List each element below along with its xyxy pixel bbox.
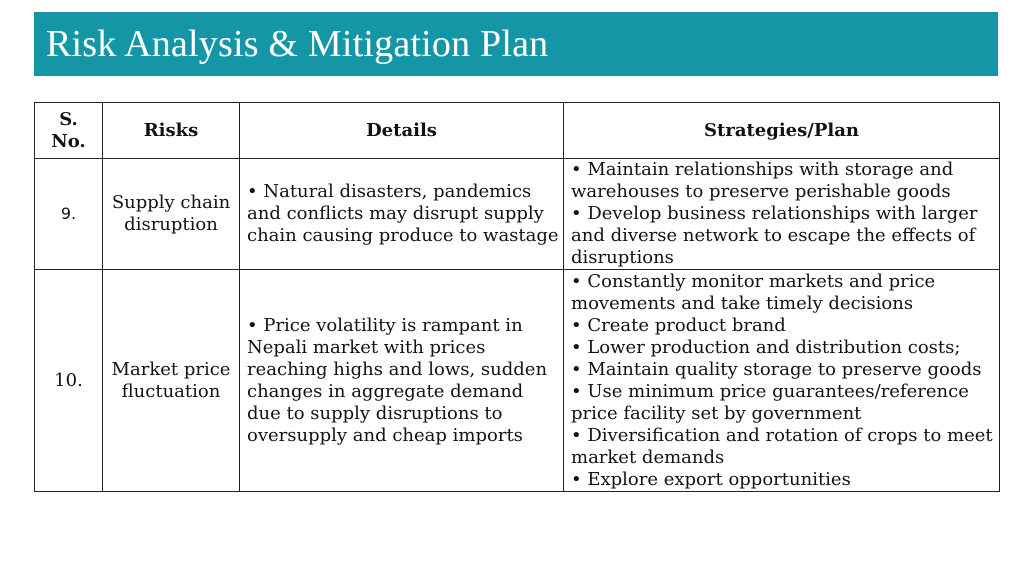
- column-header-sno: S. No.: [35, 103, 103, 159]
- row-sno: 10.: [35, 270, 103, 492]
- row-strategies: [564, 159, 1000, 270]
- strategy-bullet: • Lower production and distribution costs;: [571, 336, 961, 358]
- strategy-bullet: • Explore export opportunities: [571, 468, 851, 490]
- strategy-bullet: • Use minimum price guarantees/reference price facility set by government: [571, 380, 969, 424]
- risk-table: [34, 102, 1000, 492]
- page-title: Risk Analysis & Mitigation Plan: [46, 23, 549, 65]
- strategy-bullet: • Maintain quality storage to preserve goods: [571, 358, 982, 380]
- strategy-bullet: • Develop business relationships with larger and diverse network to escape the effects of disruptions: [571, 203, 978, 268]
- detail-bullet: • Natural disasters, pandemics and conflicts may disrupt supply chain causing produce to wastage: [247, 181, 559, 246]
- table-header-row: [35, 103, 1000, 159]
- row-details: [240, 270, 564, 492]
- column-header-strategies: Strategies/Plan: [564, 103, 1000, 159]
- title-bar: [34, 12, 998, 76]
- strategy-bullet: • Maintain relationships with storage and warehouses to preserve perishable goods: [571, 159, 954, 202]
- row-risk: Market price fluctuation: [103, 270, 240, 492]
- row-strategies: [564, 270, 1000, 492]
- detail-bullet: • Price volatility is rampant in Nepali market with prices reaching highs and lows, sudden changes in aggregate demand due to supply disruptions to oversupply and cheap imports: [247, 314, 548, 446]
- row-sno: 9.: [35, 159, 103, 270]
- column-header-risks: Risks: [103, 103, 240, 159]
- row-risk: Supply chain disruption: [103, 159, 240, 270]
- table-row: [35, 270, 1000, 492]
- row-details: [240, 159, 564, 270]
- strategy-bullet: • Create product brand: [571, 314, 786, 336]
- column-header-details: Details: [240, 103, 564, 159]
- table-row: [35, 159, 1000, 270]
- strategy-bullet: • Constantly monitor markets and price movements and take timely decisions: [571, 270, 936, 314]
- strategy-bullet: • Diversification and rotation of crops to meet market demands: [571, 424, 993, 468]
